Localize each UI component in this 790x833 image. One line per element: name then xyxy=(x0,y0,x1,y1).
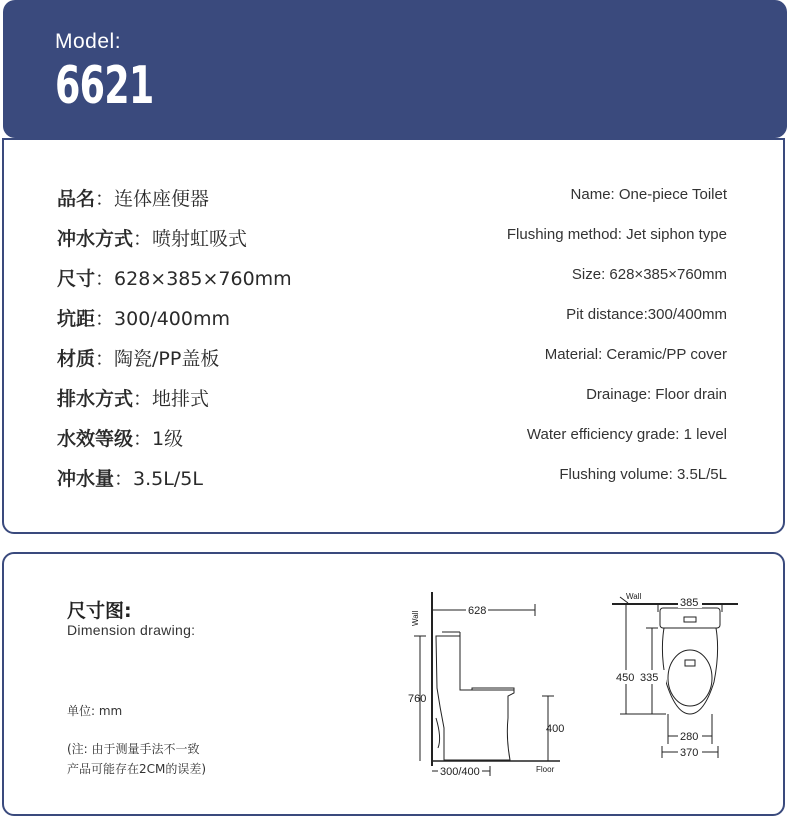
top-base-outer-label: 370 xyxy=(680,747,699,759)
spec-en: Name: One-piece Toilet xyxy=(570,186,727,203)
spec-cn-key: 排水方式 xyxy=(57,388,134,410)
side-outlet-height-label: 400 xyxy=(546,723,565,735)
spec-cn-key: 尺寸 xyxy=(57,268,96,290)
side-view-drawing xyxy=(402,588,582,782)
spec-row xyxy=(4,384,783,414)
spec-separator: ： xyxy=(95,308,115,330)
dimension-note-line2: 产品可能存在2CM的误差) xyxy=(67,762,207,776)
specs-panel xyxy=(2,138,785,534)
dimension-title-cn: 尺寸图: xyxy=(67,600,132,622)
spec-cn xyxy=(57,344,219,371)
spec-cn-key: 坑距 xyxy=(57,308,96,330)
spec-cn-value: 628×385×760mm xyxy=(114,268,292,290)
model-label: Model: xyxy=(55,30,122,53)
spec-en: Size: 628×385×760mm xyxy=(571,266,727,283)
spec-en: Material: Ceramic/PP cover xyxy=(544,346,727,363)
spec-separator: ： xyxy=(133,428,153,450)
spec-cn xyxy=(57,184,209,211)
spec-cn-key: 冲水方式 xyxy=(57,228,134,250)
spec-cn-value: 陶瓷/PP盖板 xyxy=(114,348,220,370)
top-base-inner-label: 280 xyxy=(680,731,699,743)
spec-en: Pit distance:300/400mm xyxy=(566,306,727,323)
top-width-label: 385 xyxy=(680,597,699,609)
side-height-label: 760 xyxy=(408,693,427,705)
spec-row xyxy=(4,344,783,374)
spec-row xyxy=(4,304,783,334)
model-number: 6621 xyxy=(55,56,154,116)
spec-cn-key: 水效等级 xyxy=(57,428,134,450)
dimension-note-line1: (注: 由于测量手法不一致 xyxy=(67,742,200,756)
top-wall-label: Wall xyxy=(626,592,642,601)
spec-cn-value: 地排式 xyxy=(152,388,210,410)
dimension-unit: 单位: mm xyxy=(67,704,123,718)
top-depth-seat-label: 335 xyxy=(640,672,659,684)
spec-en: Flushing volume: 3.5L/5L xyxy=(559,466,727,483)
spec-en: Flushing method: Jet siphon type xyxy=(506,226,727,243)
spec-separator: ： xyxy=(95,268,115,290)
spec-cn xyxy=(57,384,209,411)
spec-en: Water efficiency grade: 1 level xyxy=(526,426,727,443)
spec-en: Drainage: Floor drain xyxy=(586,386,727,403)
spec-cn xyxy=(57,304,230,331)
dimension-title-en: Dimension drawing: xyxy=(67,622,196,638)
spec-separator: ： xyxy=(114,468,134,490)
spec-cn xyxy=(57,464,203,491)
spec-row xyxy=(4,464,783,494)
spec-row xyxy=(4,184,783,214)
spec-cn xyxy=(57,424,183,451)
spec-cn xyxy=(57,224,247,251)
spec-cn-value: 3.5L/5L xyxy=(133,468,203,490)
spec-separator: ： xyxy=(133,228,153,250)
spec-row xyxy=(4,424,783,454)
spec-separator: ： xyxy=(95,348,115,370)
model-header xyxy=(3,0,787,138)
spec-cn-value: 连体座便器 xyxy=(114,188,210,210)
top-depth-total-label: 450 xyxy=(616,672,635,684)
spec-cn-value: 喷射虹吸式 xyxy=(152,228,248,250)
spec-cn-value: 300/400mm xyxy=(114,308,230,330)
spec-cn-key: 品名 xyxy=(57,188,96,210)
dimension-panel xyxy=(2,552,785,816)
spec-separator: ： xyxy=(95,188,115,210)
spec-cn-key: 冲水量 xyxy=(57,468,115,490)
spec-cn-value: 1级 xyxy=(152,428,184,450)
side-length-label: 628 xyxy=(468,605,487,617)
spec-cn-key: 材质 xyxy=(57,348,96,370)
spec-cn xyxy=(57,264,292,291)
spec-row xyxy=(4,224,783,254)
side-pit-label: 300/400 xyxy=(440,766,480,778)
spec-row xyxy=(4,264,783,294)
top-view-drawing xyxy=(610,592,746,772)
side-wall-label: Wall xyxy=(411,610,420,626)
side-floor-label: Floor xyxy=(536,765,555,774)
spec-separator: ： xyxy=(133,388,153,410)
